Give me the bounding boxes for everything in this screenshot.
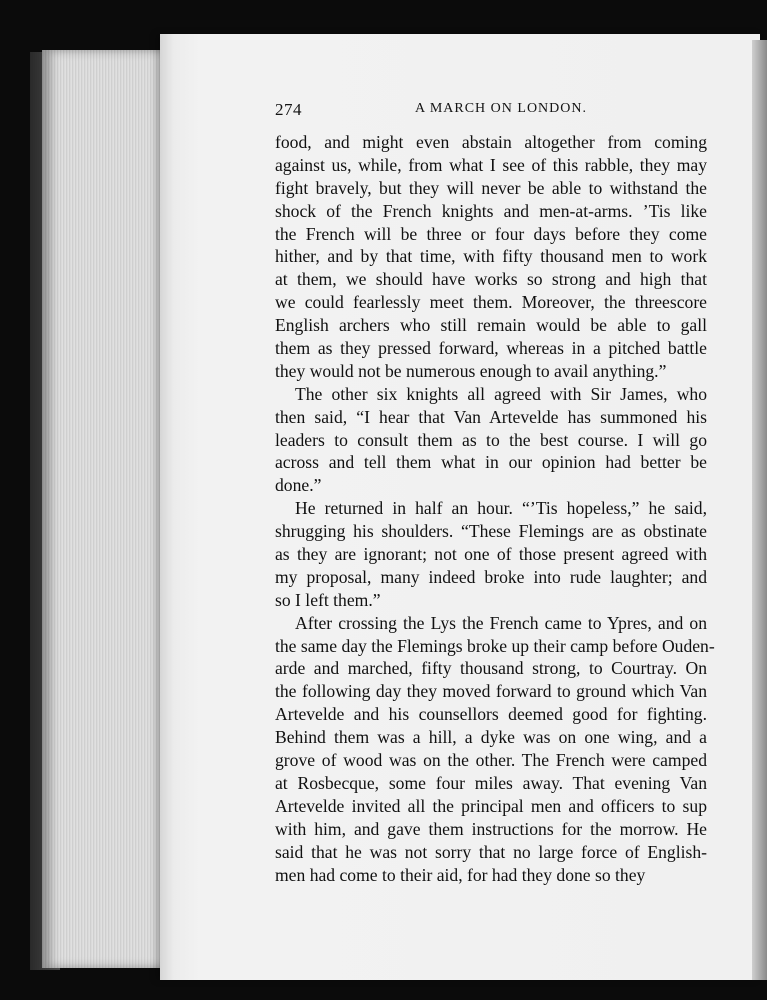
text-line: they would not be numerous enough to avail anything.” — [275, 360, 667, 381]
text-line: done.” — [275, 475, 322, 496]
text-line: with him, and gave them instructions for the morrow. He — [275, 818, 707, 839]
text-line: Artevelde invited all the principal men and officers to sup — [275, 795, 707, 816]
text-line: my proposal, many indeed broke into rude laughter; and — [275, 566, 707, 587]
text-line: against us, while, from what I see of this rabble, they may — [275, 154, 707, 175]
page-stack-edges — [42, 50, 170, 968]
text-line: shock of the French knights and men-at-arms. ’Tis like — [275, 200, 707, 221]
text-line: leaders to consult them as to the best course. I will go — [275, 429, 707, 450]
facing-page-edge — [752, 40, 767, 980]
text-line: men had come to their aid, for had they done so they — [275, 864, 646, 885]
text-line: food, and might even abstain altogether from coming — [275, 132, 707, 152]
page-header — [275, 98, 707, 122]
text-line: English archers who still remain would be able to gall — [275, 315, 707, 336]
body-text — [275, 131, 715, 886]
text-line: hither, and by that time, with fifty thousand men to work — [275, 246, 707, 267]
text-line: He returned in half an hour. “’Tis hopeless,” he said, — [295, 498, 707, 519]
text-line: shrugging his shoulders. “These Flemings are as obstinate — [275, 521, 707, 542]
text-line: as they are ignorant; not one of those present agreed with — [275, 544, 707, 565]
text-line: After crossing the Lys the French came to Ypres, and on — [295, 612, 707, 633]
text-line: The other six knights all agreed with Sir James, who — [295, 383, 707, 404]
running-title: A MARCH ON LONDON. — [414, 101, 587, 116]
text-line: Artevelde and his counsellors deemed good for fighting. — [275, 704, 707, 725]
text-line: the following day they moved forward to ground which Van — [275, 681, 707, 702]
text-line: so I left them.” — [275, 589, 381, 610]
text-line: we could fearlessly meet them. Moreover, the threescore — [275, 292, 707, 313]
paragraph — [275, 383, 707, 497]
text-line: then said, “I hear that Van Artevelde has summoned his — [275, 406, 707, 427]
text-line: at Rosbecque, some four miles away. That evening Van — [275, 772, 707, 793]
text-line: said that he was not sorry that no large force of English- — [275, 841, 707, 862]
text-line: across and tell them what in our opinion had better be — [275, 452, 707, 473]
text-line: arde and marched, fifty thousand strong, to Courtray. On — [275, 658, 707, 679]
text-line: the French will be three or four days before they come — [275, 223, 707, 244]
text-line: grove of wood was on the other. The French were camped — [275, 750, 707, 771]
paragraph — [275, 612, 715, 887]
text-line: the same day the Flemings broke up their camp before Ouden- — [275, 635, 715, 656]
page-number: 274 — [275, 100, 302, 119]
paragraph — [275, 131, 707, 383]
text-line: at them, we should have works so strong and high that — [275, 269, 707, 290]
paragraph — [275, 497, 707, 611]
text-line: them as they pressed forward, whereas in a pitched battle — [275, 338, 707, 359]
text-line: fight bravely, but they will never be able to withstand the — [275, 177, 707, 198]
text-line: Behind them was a hill, a dyke was on one wing, and a — [275, 727, 707, 748]
